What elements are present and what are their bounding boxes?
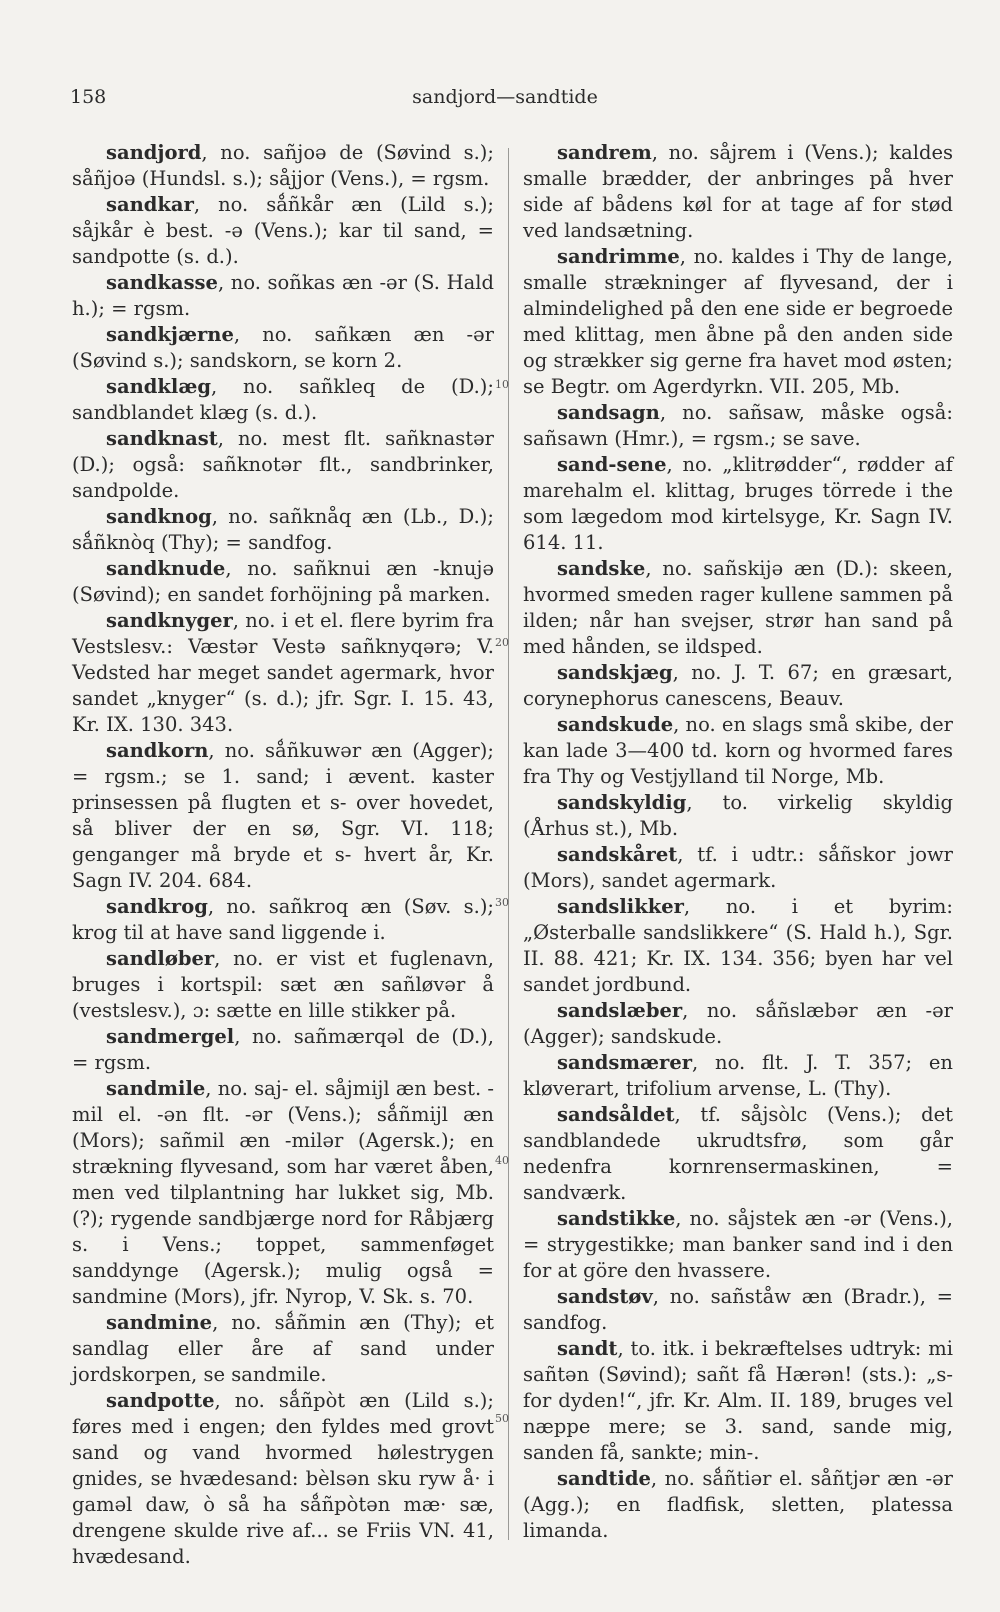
entry-headword: sandkasse [106, 271, 218, 294]
entry-text: , no. i et byrim: „Østerballe sandslikkere“ (S. Hald h.), Sgr. II. 88. 421; Kr. IX. 134. 356; byen har vel sandet jordbund. [523, 895, 953, 996]
left-column [72, 140, 494, 1570]
dictionary-entry [523, 1284, 953, 1336]
dictionary-entry [72, 270, 494, 322]
entry-text: , no. en slags små skibe, der kan lade 3—400 td. korn og hvormed fares fra Thy og Vestjylland til Norge, Mb. [523, 713, 953, 788]
dictionary-entry [72, 322, 494, 374]
dictionary-entry [523, 1466, 953, 1544]
dictionary-entry [72, 556, 494, 608]
dictionary-entry [523, 1102, 953, 1206]
line-marker: 30 [495, 896, 509, 909]
entry-text: , no. sǻñmin æn (Thy); et sandlag eller åre af sand under jordskorpen, se sandmile. [72, 1311, 494, 1386]
entry-text: , no. såjstek æn -ər (Vens.), = strygestikke; man banker sand ind i den for at göre den hvassere. [523, 1207, 953, 1282]
dictionary-entry [72, 1024, 494, 1076]
entry-text: , no. J. T. 67; en græsart, corynephorus canescens, Beauv. [523, 661, 953, 710]
entry-headword: sand-sene [557, 453, 667, 476]
entry-text: , tf. i udtr.: sǻñskor jowr (Mors), sandet agermark. [523, 843, 953, 892]
column-divider [508, 148, 509, 1540]
entry-headword: sandsagn [557, 401, 660, 424]
entry-text: , no. i et el. flere byrim fra Vestslesv.: Væstər Vestə sañknyqərə; V. Vedsted har meget sandet agermark, hvor sandet „knyger“ (s. d.); jfr. Sgr. I. 15. 43, Kr. IX. 130. 343. [72, 609, 494, 736]
entry-headword: sandrem [557, 141, 652, 164]
entry-headword: sandmine [106, 1311, 213, 1334]
entry-text: , no. sǻñkår æn (Lild s.); såjkår è best. -ə (Vens.); kar til sand, = sandpotte (s. d.). [72, 193, 494, 268]
entry-headword: sandmergel [106, 1025, 235, 1048]
dictionary-entry [72, 1310, 494, 1388]
right-column [523, 140, 953, 1544]
entry-headword: sandskåret [557, 843, 678, 866]
entry-text: , no. sañskijə æn (D.): skeen, hvormed smeden rager kullene sammen på ilden; når han svejser, strør han sand på med hånden, se ildsped. [523, 557, 953, 658]
entry-text: , no. kaldes i Thy de lange, smalle strækninger af flyvesand, der i almindelighed på den ene side er begroede med klittag, men åbne på den anden side og strækker sig gerne fra havet mod østen; se Begtr. om Agerdyrkn. VII. 205, Mb. [523, 245, 953, 398]
dictionary-entry [72, 504, 494, 556]
entry-text: , no. soñkas æn -ər (S. Hald h.); = rgsm. [72, 271, 494, 320]
entry-text: , no. sañjoə de (Søvind s.); såñjoə (Hundsl. s.); såjjor (Vens.), = rgsm. [72, 141, 494, 190]
entry-headword: sandpotte [106, 1389, 215, 1412]
entry-headword: sandkorn [106, 739, 209, 762]
entry-headword: sandkar [106, 193, 194, 216]
dictionary-entry [523, 452, 953, 556]
entry-text: , no. „klitrødder“, rødder af marehalm el. klittag, bruges törrede i the som lægedom mod kirtelsyge, Kr. Sagn IV. 614. 11. [523, 453, 953, 554]
entry-text: , to. itk. i bekræftelses udtryk: mi sañtən (Søvind); sañt få Hærən! (sts.): „s- for dyden!“, jfr. Kr. Alm. II. 189, bruges vel næppe mere; se 3. sand, sande mig, sanden få, sankte; min-. [523, 1337, 953, 1464]
dictionary-entry [523, 842, 953, 894]
entry-headword: sandknast [106, 427, 218, 450]
dictionary-entry [72, 192, 494, 270]
entry-text: , no. mest flt. sañknastər (D.); også: sañknotər flt., sandbrinker, sandpolde. [72, 427, 494, 502]
entry-headword: sandknyger [106, 609, 233, 632]
dictionary-entry [523, 1050, 953, 1102]
entry-headword: sandt [557, 1337, 618, 1360]
dictionary-entry [72, 426, 494, 504]
entry-text: , no. sañmærqəl de (D.), = rgsm. [72, 1025, 494, 1074]
dictionary-entry [72, 738, 494, 894]
dictionary-entry [523, 712, 953, 790]
entry-headword: sandkjærne [106, 323, 234, 346]
entry-text: , no. sǻñslæbər æn -ər (Agger); sandskude. [523, 999, 953, 1048]
dictionary-entry [72, 946, 494, 1024]
dictionary-entry [523, 556, 953, 660]
dictionary-entry [72, 608, 494, 738]
dictionary-entry [523, 400, 953, 452]
entry-headword: sandsmærer [557, 1051, 693, 1074]
page-number: 158 [70, 86, 107, 108]
entry-text: , tf. såjsòlc (Vens.); det sandblandede ukrudtsfrø, som går nedenfra kornrensermaskinen, = sandværk. [523, 1103, 953, 1204]
entry-text: , no. sǻñkuwər æn (Agger); = rgsm.; se 1. sand; i ævent. kaster prinsessen på flugten et s- over hovedet, så bliver der en sø, Sgr. VI. 118; genganger må bryde et s- hvert år, Kr. Sagn IV. 204. 684. [72, 739, 494, 892]
dictionary-entry [72, 1076, 494, 1310]
line-marker: 40 [495, 1154, 509, 1167]
entry-headword: sandrimme [557, 245, 680, 268]
dictionary-entry [523, 1336, 953, 1466]
dictionary-entry [523, 140, 953, 244]
entry-headword: sandskjæg [557, 661, 673, 684]
entry-headword: sandklæg [106, 375, 211, 398]
entry-text: , no. sañkleq de (D.); sandblandet klæg (s. d.). [72, 375, 494, 424]
line-marker: 50 [495, 1412, 509, 1425]
line-marker: 10 [495, 378, 509, 391]
entry-headword: sandslikker [557, 895, 684, 918]
entry-headword: sandskyldig [557, 791, 687, 814]
entry-headword: sandknude [106, 557, 226, 580]
dictionary-entry [72, 140, 494, 192]
entry-headword: sandstikke [557, 1207, 676, 1230]
entry-text: , no. sañståw æn (Bradr.), = sandfog. [523, 1285, 953, 1334]
entry-headword: sandløber [106, 947, 215, 970]
entry-text: , no. sañkroq æn (Søv. s.); krog til at have sand liggende i. [72, 895, 494, 944]
dictionary-entry [523, 790, 953, 842]
entry-text: , no. er vist et fuglenavn, bruges i kortspil: sæt æn sañløvər å (vestslesv.), ɔ: sætte en lille stikker på. [72, 947, 494, 1022]
dictionary-entry [523, 894, 953, 998]
dictionary-entry [523, 660, 953, 712]
entry-text: , no. sǻñpòt æn (Lild s.); føres med i engen; den fyldes med grovt sand og vand hvormed hølestrygen gnides, se hvædesand: bèlsən sku ryw å· i gaməl daw, ò så ha sǻñpòtən mæ· sæ, drengene skulde rive af... se Friis VN. 41, hvædesand. [72, 1389, 494, 1568]
dictionary-entry [523, 244, 953, 400]
dictionary-entry [523, 998, 953, 1050]
entry-headword: sandjord [106, 141, 202, 164]
entry-text: , no. sǻñtiər el. såñtjər æn -ər (Agg.); en fladfisk, sletten, platessa limanda. [523, 1467, 953, 1542]
entry-headword: sandslæber [557, 999, 683, 1022]
entry-text: , no. sañknui æn -knujə (Søvind); en sandet forhöjning på marken. [72, 557, 494, 606]
entry-text: , no. sañknåq æn (Lb., D.); sǻñknòq (Thy); = sandfog. [72, 505, 494, 554]
entry-headword: sandskude [557, 713, 674, 736]
dictionary-entry [523, 1206, 953, 1284]
entry-text: , no. saj- el. såjmijl æn best. -mil el. -ən flt. -ər (Vens.); sǻñmijl æn (Mors); sañmil æn -milər (Agersk.); en strækning flyvesand, som har været åben, men ved tilplantning har lukket sig, Mb. (?); rygende sandbjærge nord for Råbjærg s. i Vens.; toppet, sammenføget sanddynge (Agersk.); mulig også = sandmine (Mors), jfr. Nyrop, V. Sk. s. 70. [72, 1077, 494, 1308]
entry-text: , no. sañkæn æn -ər (Søvind s.); sandskorn, se korn 2. [72, 323, 494, 372]
entry-headword: sandske [557, 557, 646, 580]
entry-text: , to. virkelig skyldig (Århus st.), Mb. [523, 791, 953, 840]
dictionary-entry [72, 1388, 494, 1570]
entry-text: , no. såjrem i (Vens.); kaldes smalle brædder, der anbringes på hver side af bådens køl for at tage af for stød ved landsætning. [523, 141, 953, 242]
entry-text: , no. sañsaw, måske også: sañsawn (Hmr.), = rgsm.; se save. [523, 401, 953, 450]
entry-headword: sandsåldet [557, 1103, 675, 1126]
page-header [70, 86, 940, 120]
entry-text: , no. flt. J. T. 357; en kløverart, trifolium arvense, L. (Thy). [523, 1051, 953, 1100]
dictionary-entry [72, 374, 494, 426]
entry-headword: sandstøv [557, 1285, 653, 1308]
entry-headword: sandkrog [106, 895, 208, 918]
entry-headword: sandmile [106, 1077, 206, 1100]
entry-headword: sandtide [557, 1467, 651, 1490]
entry-headword: sandknog [106, 505, 212, 528]
running-head: sandjord—sandtide [412, 86, 598, 108]
dictionary-entry [72, 894, 494, 946]
line-marker: 20 [495, 636, 509, 649]
